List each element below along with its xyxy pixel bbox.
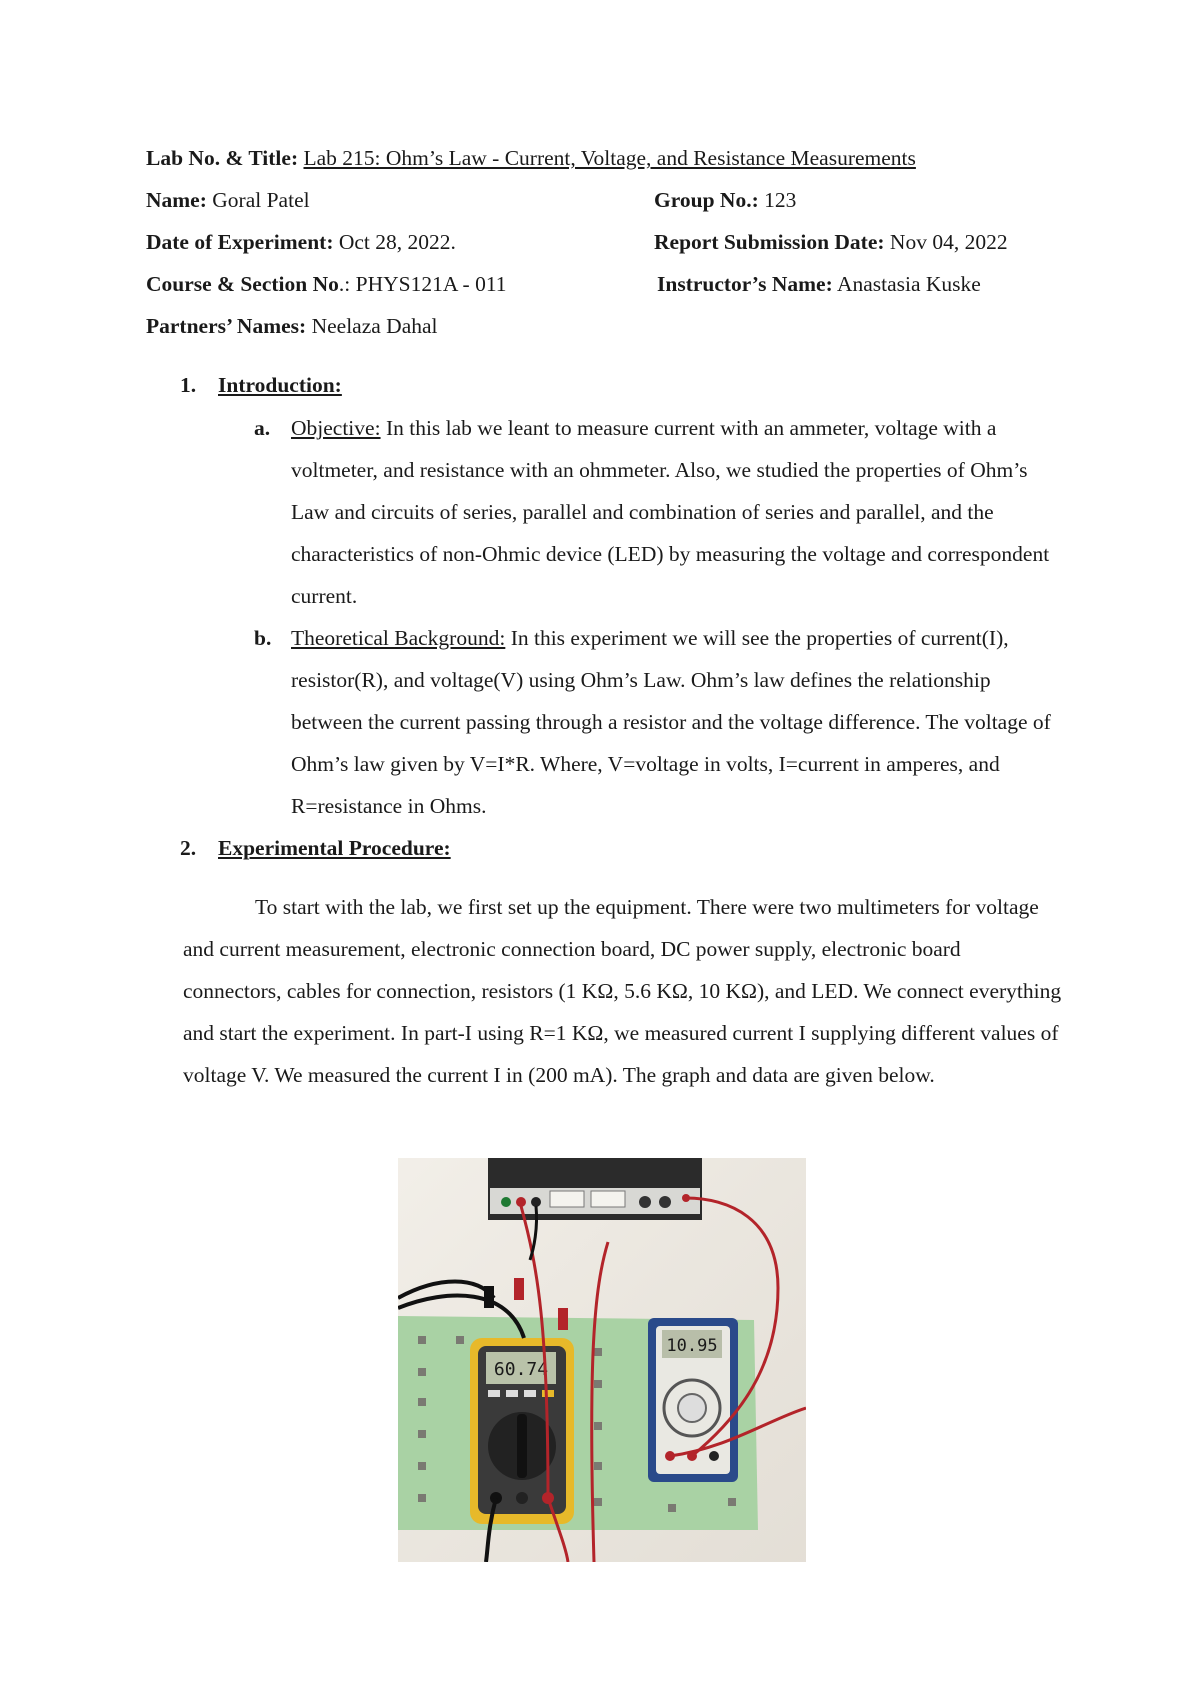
lab-setup-photo xyxy=(398,1158,806,1562)
list-marker: a. xyxy=(254,416,271,440)
date-line xyxy=(146,230,456,255)
partners-label: Partners’ Names: xyxy=(146,314,307,338)
lab-title-value: Lab 215: Ohm’s Law - Current, Voltage, and Resistance Measurements xyxy=(303,146,916,170)
name-value: Goral Patel xyxy=(212,188,310,212)
fluke-button xyxy=(506,1390,518,1397)
date-label: Date of Experiment: xyxy=(146,230,334,254)
submission-line xyxy=(654,230,1008,255)
probe-red xyxy=(558,1308,568,1330)
instructor-line xyxy=(657,272,981,297)
section-title: Introduction: xyxy=(218,373,342,397)
objective-label: Objective: xyxy=(291,416,381,440)
instructor-label: Instructor’s Name: xyxy=(657,272,833,296)
power-supply-knob xyxy=(659,1196,671,1208)
submission-label: Report Submission Date: xyxy=(654,230,885,254)
date-value: Oct 28, 2022. xyxy=(338,230,456,254)
group-line xyxy=(654,188,796,213)
probe-black xyxy=(484,1286,494,1308)
blue-meter-display-reading: 10.95 xyxy=(666,1336,718,1356)
lab-setup-illustration xyxy=(398,1158,806,1562)
fluke-button xyxy=(542,1390,554,1397)
probe-red xyxy=(514,1278,524,1300)
fluke-dial-pointer xyxy=(517,1414,527,1478)
background-item xyxy=(254,617,1054,827)
course-label: Course & Section No xyxy=(146,272,339,296)
blue-meter-jack xyxy=(709,1451,719,1461)
course-line xyxy=(146,272,507,297)
power-supply-meter-left xyxy=(550,1191,584,1207)
partners-line xyxy=(146,314,438,339)
name-label: Name: xyxy=(146,188,207,212)
lab-title-label: Lab No. & Title: xyxy=(146,146,299,170)
partners-value: Neelaza Dahal xyxy=(311,314,438,338)
terminal-black xyxy=(531,1197,541,1207)
background-text: In this experiment we will see the properties of current(I), resistor(R), and voltage(V) using Ohm’s Law. Ohm’s law defines the relationship between the current passing through a resistor and the voltage difference. The voltage of Ohm’s law given by V=I*R. Where, V=voltage in volts, I=current in amperes, and R=resistance in Ohms. xyxy=(291,626,1051,818)
procedure-paragraph xyxy=(183,886,1063,1096)
fluke-jack xyxy=(516,1492,528,1504)
section-number: 2. xyxy=(180,836,197,860)
procedure-text: To start with the lab, we first set up the equipment. There were two multimeters for voltage and current measurement, electronic connection board, DC power supply, electronic board connectors, cables for connection, resistors (1 KΩ, 5.6 KΩ, 10 KΩ), and LED. We connect everything and start the experiment. In part-I using R=1 KΩ, we measured current I supplying different values of voltage V. We measured the current I in (200 mA). The graph and data are given below. xyxy=(183,895,1062,1087)
submission-value: Nov 04, 2022 xyxy=(889,230,1008,254)
list-marker: b. xyxy=(254,626,272,650)
background-label: Theoretical Background: xyxy=(291,626,506,650)
group-label: Group No.: xyxy=(654,188,759,212)
course-value: .: PHYS121A - 011 xyxy=(338,272,507,296)
instructor-value: Anastasia Kuske xyxy=(836,272,981,296)
name-line xyxy=(146,188,310,213)
fluke-display-reading: 60.74 xyxy=(493,1359,549,1380)
blue-meter-dial-center xyxy=(678,1394,706,1422)
power-supply-meter-right xyxy=(591,1191,625,1207)
objective-item xyxy=(254,407,1054,617)
terminal-green xyxy=(501,1197,511,1207)
terminal-red xyxy=(516,1197,526,1207)
fluke-button xyxy=(488,1390,500,1397)
group-value: 123 xyxy=(764,188,797,212)
section-number: 1. xyxy=(180,373,197,397)
section-procedure-heading xyxy=(180,836,451,861)
lab-title-line xyxy=(146,146,916,171)
fluke-button xyxy=(524,1390,536,1397)
section-introduction-heading xyxy=(180,373,342,398)
section-title: Experimental Procedure: xyxy=(218,836,451,860)
power-supply-knob xyxy=(639,1196,651,1208)
objective-text: In this lab we leant to measure current with an ammeter, voltage with a voltmeter, and resistance with an ohmmeter. Also, we studied the properties of Ohm’s Law and circuits of series, parallel and combination of series and parallel, and the characteristics of non-Ohmic device (LED) by measuring the voltage and correspondent current. xyxy=(291,416,1050,608)
